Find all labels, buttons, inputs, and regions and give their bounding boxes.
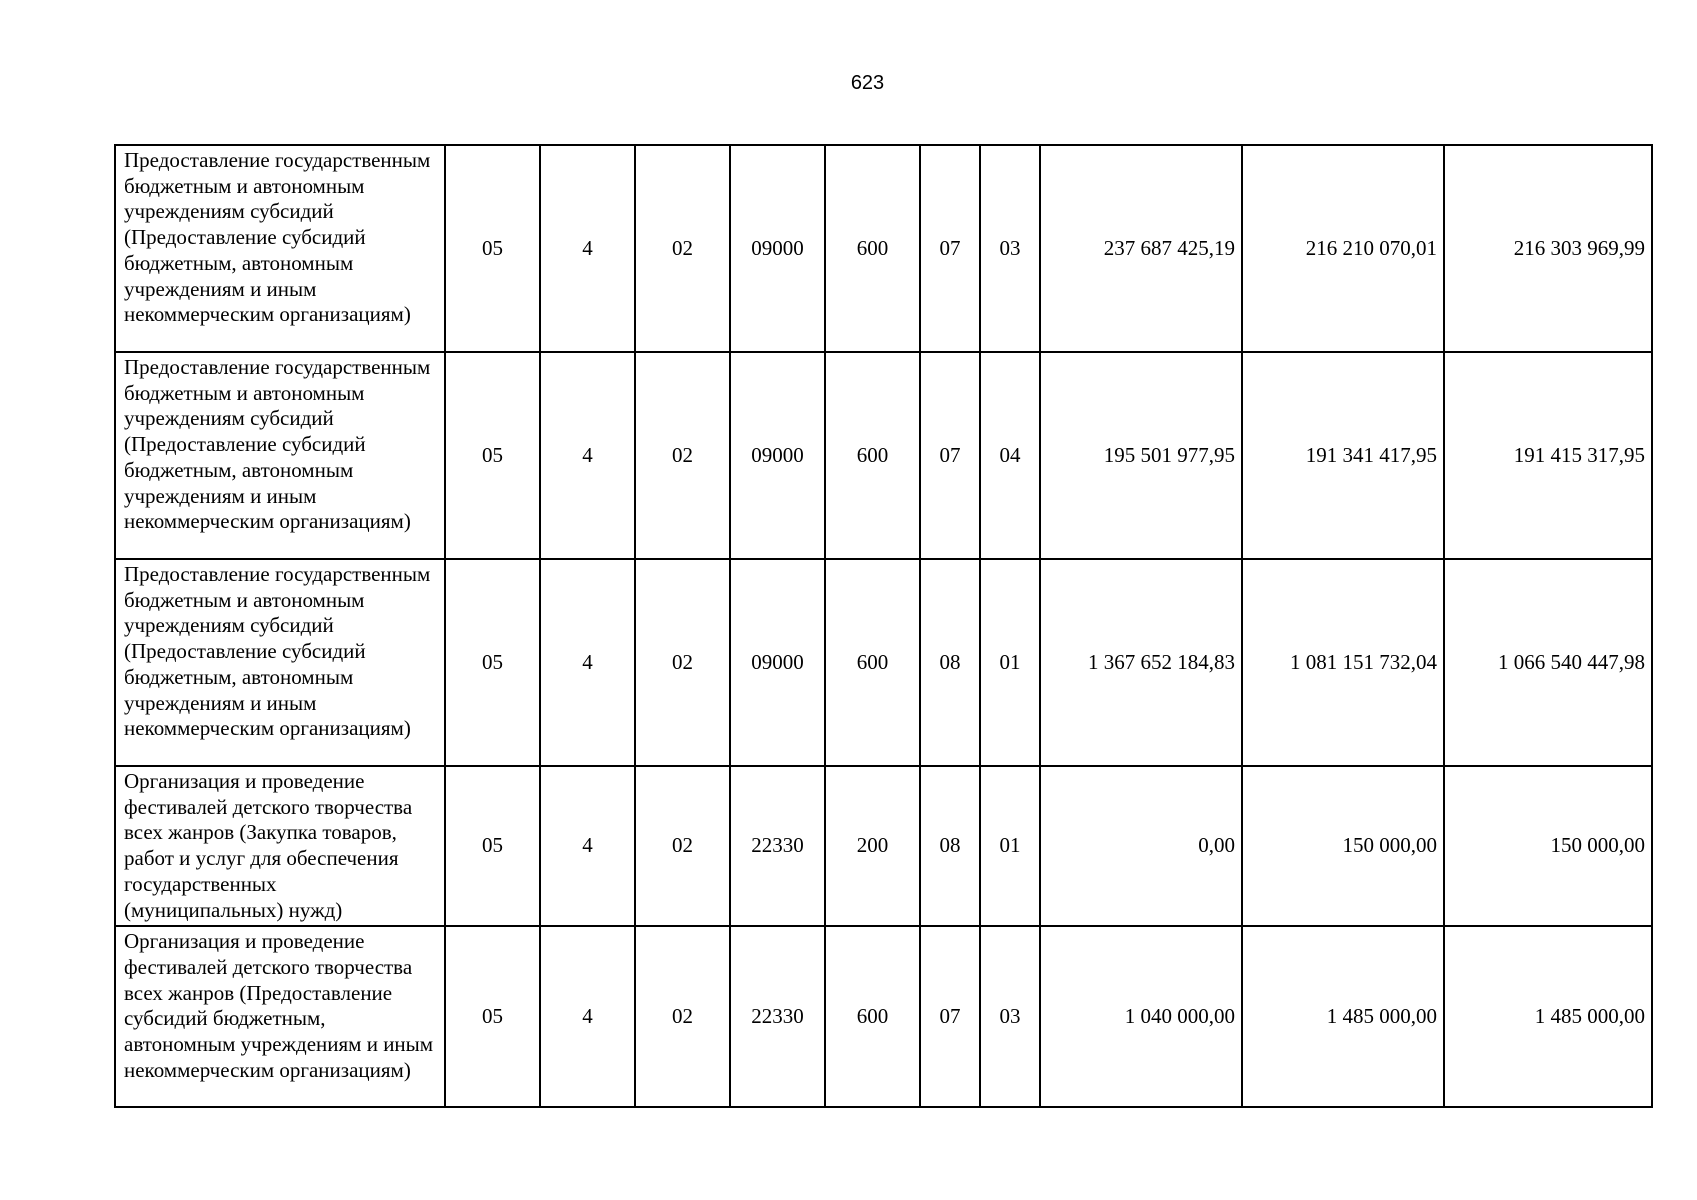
expense-type-cell: 600 xyxy=(825,926,920,1107)
subprogram-code-cell: 4 xyxy=(540,145,635,352)
amount-cell-2: 216 210 070,01 xyxy=(1242,145,1444,352)
budget-table xyxy=(114,144,1653,1108)
subprogram-code-cell: 4 xyxy=(540,926,635,1107)
program-code-cell: 05 xyxy=(445,926,540,1107)
direction-code-cell: 22330 xyxy=(730,926,825,1107)
amount-cell-1: 0,00 xyxy=(1040,766,1242,926)
subsection-code-cell: 03 xyxy=(980,926,1040,1107)
program-code-cell: 05 xyxy=(445,766,540,926)
amount-cell-3: 1 066 540 447,98 xyxy=(1444,559,1652,766)
direction-code-cell: 09000 xyxy=(730,352,825,559)
amount-cell-1: 1 367 652 184,83 xyxy=(1040,559,1242,766)
row-name-cell: Предоставление государственным бюджетным и автономным учреждениям субсидий (Предоставление субсидий бюджетным, автономным учреждениям и иным некоммерческим организациям) xyxy=(115,352,445,559)
table-row xyxy=(115,352,1652,559)
amount-cell-1: 195 501 977,95 xyxy=(1040,352,1242,559)
program-code-cell: 05 xyxy=(445,352,540,559)
table-row xyxy=(115,145,1652,352)
section-code-cell: 08 xyxy=(920,766,980,926)
row-name-cell: Организация и проведение фестивалей детского творчества всех жанров (Предоставление субсидий бюджетным, автономным учреждениям и иным некоммерческим организациям) xyxy=(115,926,445,1107)
section-code-cell: 08 xyxy=(920,559,980,766)
event-code-cell: 02 xyxy=(635,559,730,766)
event-code-cell: 02 xyxy=(635,145,730,352)
program-code-cell: 05 xyxy=(445,559,540,766)
row-name-cell: Организация и проведение фестивалей детского творчества всех жанров (Закупка товаров, работ и услуг для обеспечения государственных (муниципальных) нужд) xyxy=(115,766,445,926)
subsection-code-cell: 01 xyxy=(980,766,1040,926)
amount-cell-2: 191 341 417,95 xyxy=(1242,352,1444,559)
subsection-code-cell: 04 xyxy=(980,352,1040,559)
amount-cell-2: 1 081 151 732,04 xyxy=(1242,559,1444,766)
subprogram-code-cell: 4 xyxy=(540,766,635,926)
event-code-cell: 02 xyxy=(635,352,730,559)
section-code-cell: 07 xyxy=(920,352,980,559)
expense-type-cell: 200 xyxy=(825,766,920,926)
subprogram-code-cell: 4 xyxy=(540,352,635,559)
page-number: 623 xyxy=(850,72,885,94)
amount-cell-3: 191 415 317,95 xyxy=(1444,352,1652,559)
section-code-cell: 07 xyxy=(920,926,980,1107)
expense-type-cell: 600 xyxy=(825,352,920,559)
table-row xyxy=(115,559,1652,766)
section-code-cell: 07 xyxy=(920,145,980,352)
expense-type-cell: 600 xyxy=(825,145,920,352)
table-row xyxy=(115,926,1652,1107)
direction-code-cell: 09000 xyxy=(730,559,825,766)
row-name-cell: Предоставление государственным бюджетным и автономным учреждениям субсидий (Предоставление субсидий бюджетным, автономным учреждениям и иным некоммерческим организациям) xyxy=(115,145,445,352)
subprogram-code-cell: 4 xyxy=(540,559,635,766)
table-row xyxy=(115,766,1652,926)
amount-cell-1: 237 687 425,19 xyxy=(1040,145,1242,352)
expense-type-cell: 600 xyxy=(825,559,920,766)
direction-code-cell: 22330 xyxy=(730,766,825,926)
amount-cell-2: 1 485 000,00 xyxy=(1242,926,1444,1107)
subsection-code-cell: 03 xyxy=(980,145,1040,352)
amount-cell-3: 1 485 000,00 xyxy=(1444,926,1652,1107)
subsection-code-cell: 01 xyxy=(980,559,1040,766)
amount-cell-2: 150 000,00 xyxy=(1242,766,1444,926)
amount-cell-1: 1 040 000,00 xyxy=(1040,926,1242,1107)
amount-cell-3: 216 303 969,99 xyxy=(1444,145,1652,352)
direction-code-cell: 09000 xyxy=(730,145,825,352)
amount-cell-3: 150 000,00 xyxy=(1444,766,1652,926)
event-code-cell: 02 xyxy=(635,766,730,926)
program-code-cell: 05 xyxy=(445,145,540,352)
event-code-cell: 02 xyxy=(635,926,730,1107)
row-name-cell: Предоставление государственным бюджетным и автономным учреждениям субсидий (Предоставление субсидий бюджетным, автономным учреждениям и иным некоммерческим организациям) xyxy=(115,559,445,766)
